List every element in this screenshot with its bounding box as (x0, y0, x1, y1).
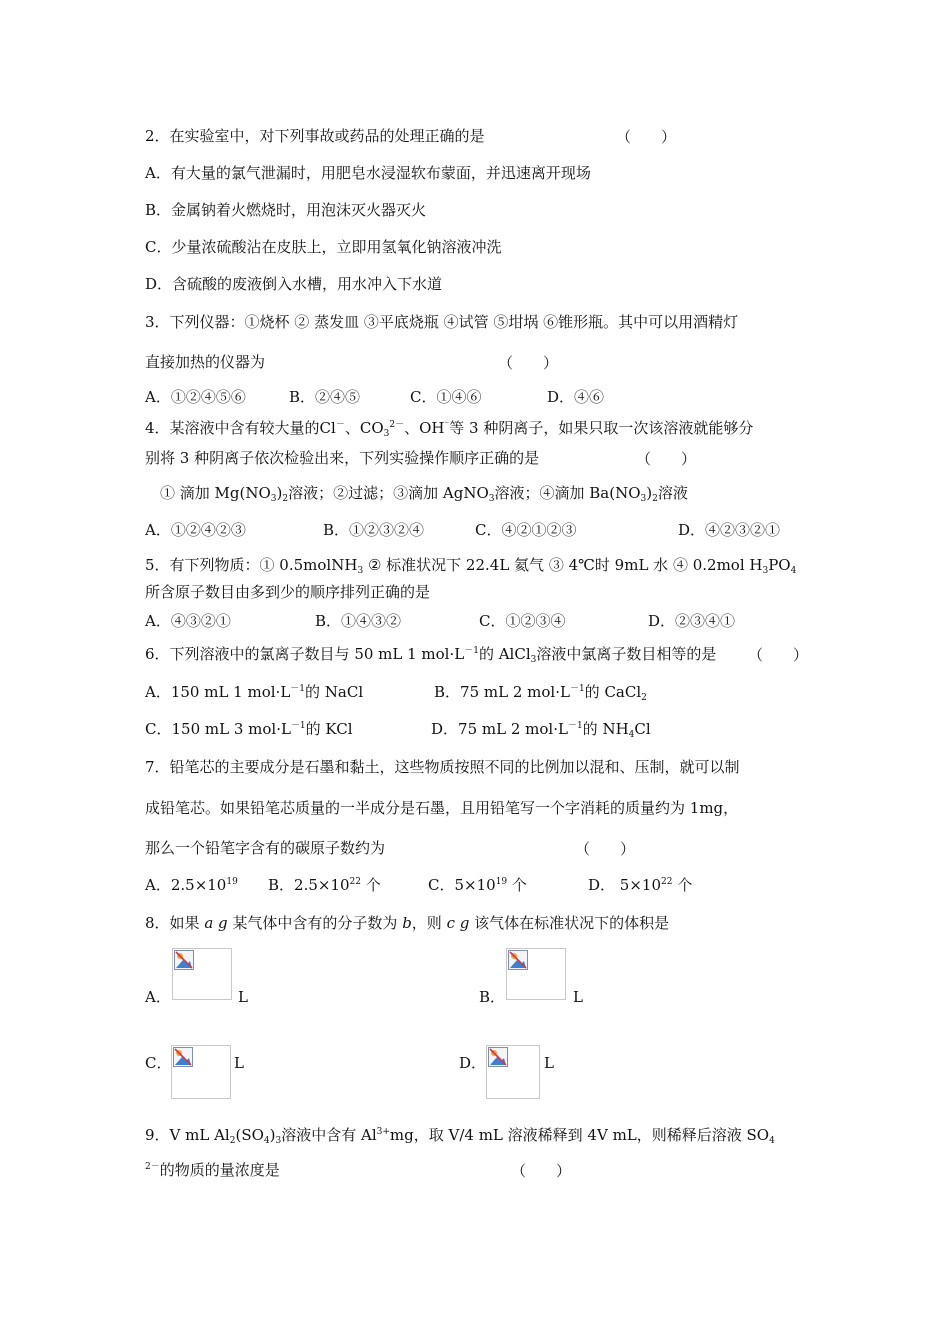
q8-option-b-image (506, 948, 566, 1000)
q6-option-b (434, 682, 647, 702)
q3-option-b: B．②④⑤ (289, 388, 361, 406)
q4-stem-line1 (145, 418, 753, 438)
q5-option-a: A．④③②① (145, 612, 231, 630)
agno3-subscript: 3 (488, 494, 495, 504)
q7-option-d-exponent: 22 (661, 877, 673, 887)
q8-stem-part-c: ，则 (411, 914, 447, 932)
q3-stem-line1: 3．下列仪器：①烧杯 ② 蒸发皿 ③平底烧瓶 ④试管 ⑤坩埚 ⑥锥形瓶。其中可以用酒精灯 (145, 313, 739, 331)
q4-op-ba: 溶液；④滴加 Ba(NO (494, 484, 641, 502)
q7-option-a-text: A．2.5×10 (145, 876, 227, 894)
q5-stem-part-a: 5．有下列物质：① 0.5molNH (145, 556, 358, 574)
q4-option-a: A．①②④②③ (145, 521, 246, 539)
q6-option-b-solute: 的 CaCl (584, 683, 642, 701)
q6-option-d (431, 719, 651, 739)
q5-option-c: C．①②③④ (479, 612, 566, 630)
q4-stem-part-b: 、CO (344, 419, 384, 437)
q6-stem (145, 644, 716, 664)
carbonate-charge: 2－ (389, 420, 405, 430)
q4-option-d: D．④②③②① (678, 521, 781, 539)
var-b: b (402, 914, 412, 932)
q4-op-mg: ① 滴加 Mg(NO (160, 484, 271, 502)
q4-option-b: B．①②③②④ (323, 521, 425, 539)
q7-option-d-unit: 个 (677, 876, 693, 894)
q8-option-a-image (172, 948, 232, 1000)
q2-option-d: D．含硫酸的废液倒入水槽，用水冲入下水道 (145, 275, 443, 293)
al2-subscript: 2 (229, 1136, 236, 1146)
q7-line1: 7．铅笔芯的主要成分是石墨和黏土，这些物质按照不同的比例加以混和、压制，就可以制 (145, 758, 740, 776)
q4-stem-part-a: 4．某溶液中含有较大量的Cl (145, 419, 336, 437)
aluminium-charge: 3+ (376, 1127, 390, 1137)
q9-stem-part-b: (SO (235, 1126, 264, 1144)
q9-stem-line1: 9．V mL $Al_2(SO_4)_3$溶液中含有 $Al^{3+}mg$，取 V/4 mL 溶液稀释到 4V mL，则稀释后溶液 $SO_4$ (145, 1126, 775, 1146)
q9-answer-bracket: （ ） (511, 1162, 572, 1180)
q5-stem-line1 (145, 555, 796, 575)
q3-answer-bracket: （ ） (498, 354, 559, 372)
q6-option-c (145, 719, 353, 739)
q6-answer-bracket: （ ） (748, 646, 809, 664)
q6-option-a-text: A．150 mL 1 mol·L (145, 683, 291, 701)
h3po4-subscript-3: 3 (762, 566, 769, 576)
q2-stem (145, 126, 485, 146)
ba-nitrate-subscript-2: 2 (652, 494, 658, 504)
q2-option-a: A．有大量的氯气泄漏时，用肥皂水浸湿软布蒙面，并迅速离开现场 (145, 164, 591, 182)
q9-stem-line2 (145, 1160, 280, 1180)
q8-option-d-label: D． (459, 1054, 487, 1072)
nh4-subscript: 4 (628, 730, 635, 740)
unit-g-2: g (454, 914, 470, 932)
sulfate-group-subscript: 3 (275, 1136, 282, 1146)
q7-option-c-unit: 个 (511, 876, 527, 894)
q8-stem-part-a: 8．如果 (145, 914, 205, 932)
so4-subscript: 4 (263, 1136, 270, 1146)
broken-image-icon (173, 1047, 193, 1067)
q6-option-d-cl: Cl (634, 720, 651, 738)
q6-stem-part-c: 溶液中氯离子数目相等的是 (536, 645, 717, 663)
q6-stem-part-b: 的 AlCl (478, 645, 531, 663)
q9-stem-part-a: 9．V mL Al (145, 1126, 230, 1144)
q8-stem-part-d: 该气体在标准状况下的体积是 (469, 914, 670, 932)
q7-option-a-exponent: 19 (226, 877, 238, 887)
q2-stem-text: 2．在实验室中，对下列事故或药品的处理正确的是 (145, 127, 485, 145)
q8-stem-part-b: 某气体中含有的分子数为 (227, 914, 403, 932)
q4-operations: ① 滴加 $Mg(NO_3)_2$溶液；②过滤；③滴加 AgNO$_3$溶液；④滴加 $Ba(NO_3)_2$溶液 (160, 484, 688, 504)
so4-end-subscript: 4 (769, 1136, 775, 1146)
q7-option-b-text: B．2.5×10 (268, 876, 350, 894)
q6-option-d-exponent: －1 (567, 721, 583, 731)
q8-option-d-image (486, 1045, 540, 1099)
q8-option-c-image (171, 1045, 231, 1099)
q7-option-c (428, 875, 527, 895)
q7-option-c-text: C．5×10 (428, 876, 496, 894)
hydroxide-charge: ⁻ (444, 420, 450, 430)
q4-stem-part-c: 、OH (404, 419, 445, 437)
alcl3-subscript: 3 (530, 655, 537, 665)
q8-option-d-unit: L (544, 1054, 554, 1072)
q3-stem-line2: 直接加热的仪器为 (145, 353, 266, 371)
q3-option-a: A．①②④⑤⑥ (145, 388, 246, 406)
q7-option-b-exponent: 22 (349, 877, 361, 887)
q8-option-a-label: A． (145, 988, 171, 1006)
q7-option-d-text: D． 5×10 (588, 876, 661, 894)
unit-g-1: g (213, 914, 228, 932)
q6-option-c-solute: 的 KCl (305, 720, 353, 738)
q4-answer-bracket: （ ） (636, 450, 697, 468)
cacl2-subscript: 2 (641, 693, 647, 703)
ba-nitrate-subscript-3: 3 (640, 494, 647, 504)
q7-line2: 成铅笔芯。如果铅笔芯质量的一半成分是石墨，且用铅笔写一个字消耗的质量约为 1mg， (145, 799, 739, 817)
q5-option-d: D．②③④① (648, 612, 736, 630)
q7-line3: 那么一个铅笔字含有的碳原子数约为 (145, 839, 386, 857)
q6-option-a (145, 682, 363, 702)
q2-option-c: C．少量浓硫酸沾在皮肤上，立即用氢氧化钠溶液冲洗 (145, 238, 502, 256)
carbonate-subscript: 3 (383, 429, 390, 439)
h3po4-subscript-4: 4 (790, 566, 797, 576)
q6-option-c-text: C．150 mL 3 mol·L (145, 720, 291, 738)
broken-image-icon (174, 950, 194, 970)
q6-option-d-solute: 的 NH (582, 720, 629, 738)
q4-stem-line2: 别将 3 种阴离子依次检验出来，下列实验操作顺序正确的是 (145, 449, 540, 467)
mg-nitrate-subscript: 2 (282, 494, 289, 504)
q6-stem-part-a: 6．下列溶液中的氯离子数目与 50 mL 1 mol·L (145, 645, 465, 663)
q2-option-b: B．金属钠着火燃烧时，用泡沫灭火器灭火 (145, 201, 427, 219)
q9-stem-part-c: 溶液中含有 Al (281, 1126, 377, 1144)
q8-option-a-unit: L (238, 988, 248, 1006)
chloride-charge: － (335, 420, 345, 430)
q8-option-c-label: C． (145, 1054, 172, 1072)
var-a: a (204, 914, 214, 932)
sulfate-charge: 2－ (145, 1162, 160, 1172)
q5-stem-part-b: ② 标准状况下 22.4L 氦气 ③ 4℃时 9mL 水 ④ 0.2mol H (363, 556, 763, 574)
q3-option-d: D．④⑥ (547, 388, 605, 406)
q7-answer-bracket: （ ） (575, 840, 636, 858)
q5-stem-part-c: PO (768, 556, 791, 574)
q4-op-end: 溶液 (657, 484, 688, 502)
q8-option-b-unit: L (573, 988, 583, 1006)
broken-image-icon (488, 1047, 508, 1067)
broken-image-icon (508, 950, 528, 970)
q6-option-a-solute: 的 NaCl (305, 683, 364, 701)
q7-option-b (268, 875, 381, 895)
q7-option-b-unit: 个 (365, 876, 381, 894)
q6-option-b-exponent: －1 (569, 684, 585, 694)
q7-option-d (588, 875, 692, 895)
q9-stem-part-e: 的物质的量浓度是 (159, 1161, 280, 1179)
nitrate-subscript: 3 (270, 494, 277, 504)
q6-option-a-exponent: －1 (290, 684, 306, 694)
q2-answer-bracket: （ ） (616, 128, 677, 146)
q7-option-c-exponent: 19 (495, 877, 508, 887)
q8-option-b-label: B． (479, 988, 506, 1006)
q3-option-c: C．①④⑥ (410, 388, 482, 406)
q8-stem (145, 913, 669, 933)
q4-option-c: C．④②①②③ (475, 521, 577, 539)
q4-stem-part-d: 等 3 种阴离子，如果只取一次该溶液就能够分 (449, 419, 754, 437)
q6-option-d-text: D．75 mL 2 mol·L (431, 720, 568, 738)
q6-option-c-exponent: －1 (290, 721, 306, 731)
q5-option-b: B．①④③② (315, 612, 402, 630)
var-c: c (446, 914, 455, 932)
q7-option-a (145, 875, 238, 895)
q6-option-b-text: B．75 mL 2 mol·L (434, 683, 570, 701)
q4-op-ag: 溶液；②过滤；③滴加 AgNO (288, 484, 489, 502)
q6-stem-exponent: －1 (464, 646, 479, 656)
q8-option-c-unit: L (234, 1054, 244, 1072)
q9-stem-part-d: mg，取 V/4 mL 溶液稀释到 4V mL，则稀释后溶液 SO (389, 1126, 770, 1144)
nh3-subscript: 3 (357, 566, 364, 576)
q5-stem-line2: 所含原子数目由多到少的顺序排列正确的是 (145, 583, 431, 601)
